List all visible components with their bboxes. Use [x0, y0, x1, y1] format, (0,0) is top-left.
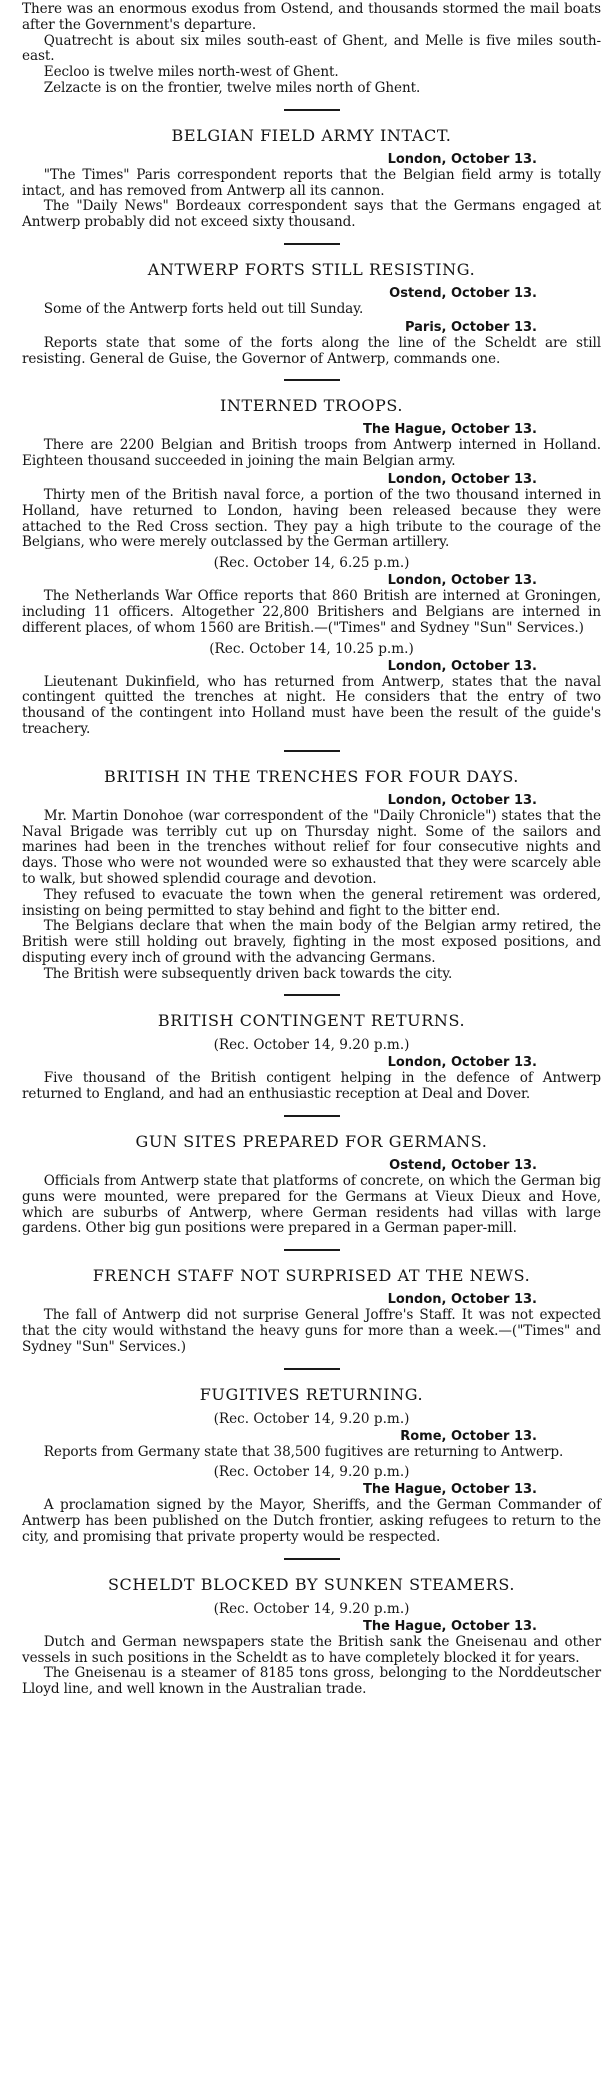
- dateline: London, October 13.: [387, 471, 537, 487]
- paragraph: Quatrecht is about six miles south-east of Ghent, and Melle is five miles south-east.: [22, 32, 601, 65]
- dateline: Ostend, October 13.: [389, 285, 537, 301]
- paragraph: The British were subsequently driven back towards the city.: [43, 965, 453, 982]
- received-note: (Rec. October 14, 10.25 p.m.): [209, 640, 414, 657]
- dateline: The Hague, October 13.: [363, 1482, 537, 1498]
- article-antwerp-forts: [22, 260, 601, 367]
- section-divider: [284, 1249, 340, 1251]
- paragraph: Thirty men of the British naval force, a portion of the two thousand interned in Holland, have returned to London, having been released because they were attached to the Red Cross section. They pay a high tribute to the courage of the Belgians, who were merely outclassed by the German artillery.: [22, 486, 601, 551]
- dateline: The Hague, October 13.: [363, 422, 537, 438]
- article-heading: ANTWERP FORTS STILL RESISTING.: [147, 259, 476, 279]
- paragraph: They refused to evacuate the town when the general retirement was ordered, insisting on being permitted to stay behind and fight to the bitter end.: [22, 886, 601, 919]
- paragraph: Some of the Antwerp forts held out till Sunday.: [43, 300, 364, 317]
- dateline: The Hague, October 13.: [363, 1618, 537, 1634]
- section-divider: [284, 243, 340, 245]
- article-british-trenches: [22, 767, 601, 983]
- article-contingent-returns: [22, 1011, 601, 1103]
- paragraph: The fall of Antwerp did not surprise General Joffre's Staff. It was not expected that the city would withstand the heavy guns for more than a week.—("Times" and Sydney "Sun" Services.): [22, 1307, 601, 1355]
- paragraph: There are 2200 Belgian and British troops from Antwerp interned in Holland. Eighteen thousand succeeded in joining the main Belgian army.: [22, 437, 601, 470]
- received-note: (Rec. October 14, 9.20 p.m.): [213, 1037, 410, 1054]
- paragraph: Five thousand of the British contigent helping in the defence of Antwerp returned to England, and had an enthusiastic reception at Deal and Dover.: [22, 1070, 601, 1103]
- article-belgian-field-army: [22, 126, 601, 231]
- paragraph: The Netherlands War Office reports that 860 British are interned at Groningen, including 11 officers. Altogether 22,800 Britishers and Belgians are interned in different places, of whom 1560 are British.—("Times" and Sydney "Sun" Services.): [22, 588, 601, 636]
- paragraph: Mr. Martin Donohoe (war correspondent of the "Daily Chronicle") states that the Naval Brigade was terribly cut up on Thursday night. Some of the sailors and marines had been in the trenches without relief for four consecutive nights and days. Those who were not wounded were so exhausted that they were scarcely able to walk, but showed splendid courage and devotion.: [22, 807, 601, 887]
- section-divider: [284, 109, 340, 111]
- article-heading: FRENCH STAFF NOT SURPRISED AT THE NEWS.: [92, 1266, 531, 1286]
- paragraph: Reports from Germany state that 38,500 fugitives are returning to Antwerp.: [43, 1443, 564, 1460]
- article-fugitives-returning: [22, 1385, 601, 1546]
- received-note: (Rec. October 14, 6.25 p.m.): [213, 555, 410, 572]
- paragraph: The Gneisenau is a steamer of 8185 tons gross, belonging to the Norddeutscher Lloyd line, and well known in the Australian trade.: [22, 1665, 601, 1698]
- article-gun-sites: [22, 1132, 601, 1237]
- dateline: London, October 13.: [387, 151, 537, 167]
- article-french-staff: [22, 1266, 601, 1355]
- article-heading: INTERNED TROOPS.: [219, 396, 404, 416]
- section-divider: [284, 379, 340, 381]
- paragraph: Officials from Antwerp state that platforms of concrete, on which the German big guns were mounted, were prepared for the Germans at Vieux Dieux and Hove, which are suburbs of Antwerp, where German residents had villas with large gardens. Other big gun positions were prepared in a German paper-mill.: [22, 1173, 601, 1237]
- section-divider: [284, 1368, 340, 1370]
- paragraph: Eecloo is twelve miles north-west of Ghent.: [43, 64, 339, 81]
- dateline: London, October 13.: [387, 1055, 537, 1071]
- dateline: London, October 13.: [387, 573, 537, 589]
- dateline: Paris, October 13.: [404, 319, 537, 335]
- article-heading: FUGITIVES RETURNING.: [199, 1384, 424, 1404]
- paragraph: "The Times" Paris correspondent reports that the Belgian field army is totally intact, and has removed from Antwerp all its cannon.: [22, 166, 601, 199]
- section-divider: [284, 1558, 340, 1560]
- paragraph: The "Daily News" Bordeaux correspondent says that the Germans engaged at Antwerp probably did not exceed sixty thousand.: [22, 198, 601, 231]
- paragraph: Lieutenant Dukinfield, who has returned from Antwerp, states that the naval contingent quitted the trenches at night. He considers that the entry of two thousand of the contingent into Holland must have been the result of the guide's treachery.: [22, 673, 601, 737]
- article-heading: BRITISH IN THE TRENCHES FOR FOUR DAYS.: [104, 766, 519, 786]
- received-note: (Rec. October 14, 9.20 p.m.): [213, 1464, 410, 1481]
- article-scheldt-blocked: [22, 1575, 601, 1698]
- section-divider: [284, 750, 340, 752]
- paragraph: Dutch and German newspapers state the British sank the Gneisenau and other vessels in such positions in the Scheldt as to have completely blocked it for years.: [22, 1633, 601, 1666]
- paragraph: Reports state that some of the forts along the line of the Scheldt are still resisting. General de Guise, the Governor of Antwerp, commands one.: [22, 334, 601, 367]
- article-heading: GUN SITES PREPARED FOR GERMANS.: [135, 1132, 488, 1152]
- section-divider: [284, 994, 340, 996]
- dateline: London, October 13.: [387, 658, 537, 674]
- received-note: (Rec. October 14, 9.20 p.m.): [213, 1410, 410, 1427]
- paragraph: Zelzacte is on the frontier, twelve miles north of Ghent.: [43, 79, 421, 96]
- dateline: Ostend, October 13.: [389, 1158, 537, 1174]
- paragraph: There was an enormous exodus from Ostend, and thousands stormed the mail boats after the Government's departure.: [22, 1, 601, 33]
- paragraph: The Belgians declare that when the main body of the Belgian army retired, the British were still holding out bravely, fighting in the most exposed positions, and disputing every inch of ground with the advancing Germans.: [22, 918, 601, 966]
- section-divider: [284, 1115, 340, 1117]
- article-heading: SCHELDT BLOCKED BY SUNKEN STEAMERS.: [107, 1574, 516, 1594]
- article-ostend-exodus: [22, 2, 601, 97]
- article-heading: BRITISH CONTINGENT RETURNS.: [157, 1011, 466, 1031]
- received-note: (Rec. October 14, 9.20 p.m.): [213, 1600, 410, 1617]
- dateline: London, October 13.: [387, 1292, 537, 1308]
- paragraph: A proclamation signed by the Mayor, Sheriffs, and the German Commander of Antwerp has been published on the Dutch frontier, asking refugees to return to the city, and promising that private property would be respected.: [22, 1497, 601, 1546]
- dateline: London, October 13.: [387, 792, 537, 808]
- dateline: Rome, October 13.: [400, 1428, 537, 1444]
- article-heading: BELGIAN FIELD ARMY INTACT.: [171, 125, 452, 145]
- article-interned-troops: [22, 396, 601, 737]
